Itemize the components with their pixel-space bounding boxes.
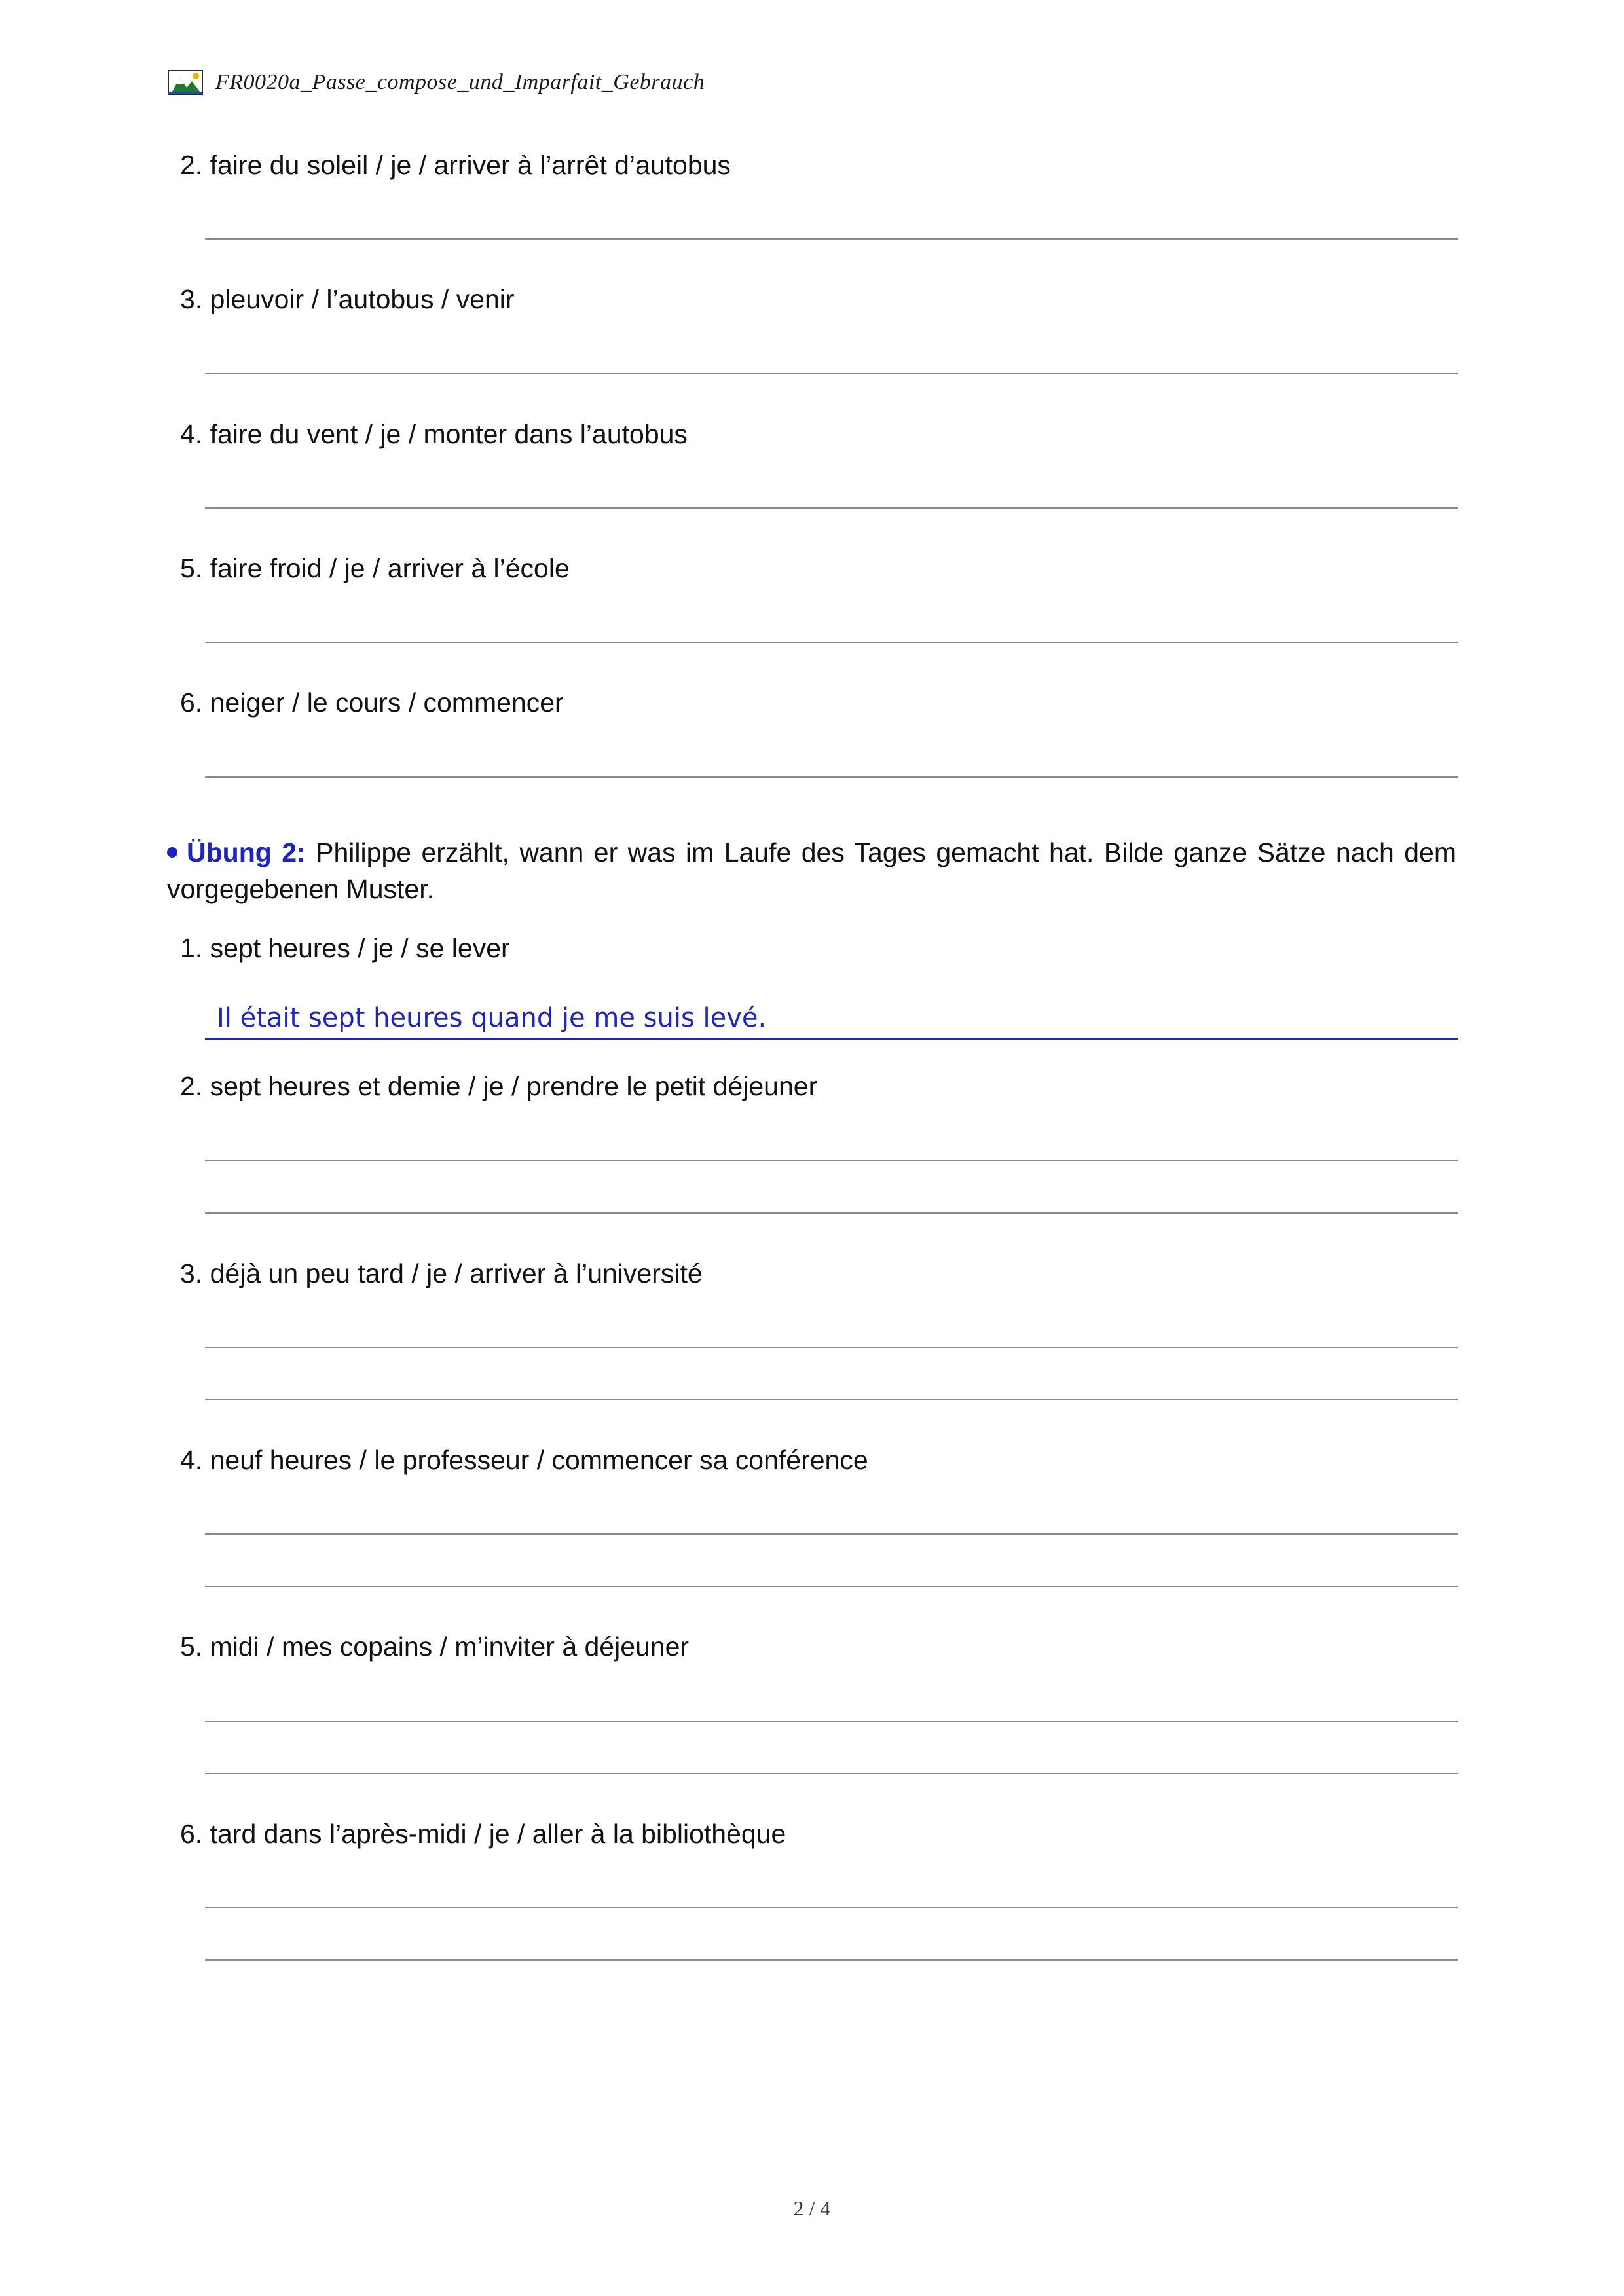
item-label: midi / mes copains / m’inviter à déjeuner (210, 1631, 690, 1662)
item-number: 4. (180, 418, 203, 449)
answer-line-filled[interactable] (205, 990, 1458, 1040)
item-label: faire du vent / je / monter dans l’autobus (210, 418, 688, 449)
answer-rule (205, 1038, 1458, 1040)
item-label: pleuvoir / l’autobus / venir (210, 284, 515, 315)
document-body (167, 147, 1460, 1961)
list-item (167, 551, 1460, 643)
page-number: 2 / 4 (793, 2196, 831, 2220)
page-footer (0, 2196, 1624, 2221)
mountain-logo-icon (167, 68, 204, 97)
item-label: sept heures et demie / je / prendre le petit déjeuner (210, 1071, 818, 1102)
list-item (167, 1068, 1460, 1213)
item-label: faire du soleil / je / arriver à l’arrêt d’autobus (210, 150, 731, 180)
exercise-heading (167, 834, 1460, 908)
item-label: sept heures / je / se lever (210, 932, 510, 963)
list-item (167, 1256, 1460, 1400)
item-number: 2. (180, 150, 203, 180)
list-item (167, 1442, 1460, 1587)
item-label: faire froid / je / arriver à l’école (210, 553, 570, 584)
item-number: 3. (180, 284, 203, 315)
item-number: 1. (180, 932, 203, 963)
item-number: 6. (180, 1818, 203, 1849)
document-title: FR0020a_Passe_compose_und_Imparfait_Gebrauch (215, 70, 705, 94)
item-label: neiger / le cours / commencer (210, 687, 564, 718)
item-label: neuf heures / le professeur / commencer sa conférence (210, 1444, 868, 1475)
item-number: 4. (180, 1444, 203, 1475)
exercise-instructions: Philippe erzählt, wann er was im Laufe des Tages gemacht hat. Bilde ganze Sätze nach dem vorgegebenen Muster. (167, 837, 1456, 905)
list-item (167, 685, 1460, 777)
list-item (167, 147, 1460, 240)
document-header (167, 68, 705, 97)
answer-line[interactable] (205, 776, 1458, 778)
item-number: 2. (180, 1071, 203, 1102)
list-item (167, 416, 1460, 509)
item-number: 5. (180, 1631, 203, 1662)
list-item (167, 1816, 1460, 1961)
item-number: 3. (180, 1258, 203, 1288)
list-item (167, 282, 1460, 374)
list-item (167, 930, 1460, 1040)
item-number: 6. (180, 687, 203, 718)
list-item (167, 1629, 1460, 1774)
answer-line[interactable] (205, 1959, 1458, 1961)
bullet-icon (167, 847, 177, 858)
item-number: 5. (180, 553, 203, 584)
item-label: tard dans l’après-midi / je / aller à la bibliothèque (210, 1818, 786, 1849)
exercise-label: Übung 2: (187, 837, 306, 867)
item-label: déjà un peu tard / je / arriver à l’université (210, 1258, 703, 1288)
handwritten-answer: Il était sept heures quand je me suis levé. (217, 1003, 767, 1034)
